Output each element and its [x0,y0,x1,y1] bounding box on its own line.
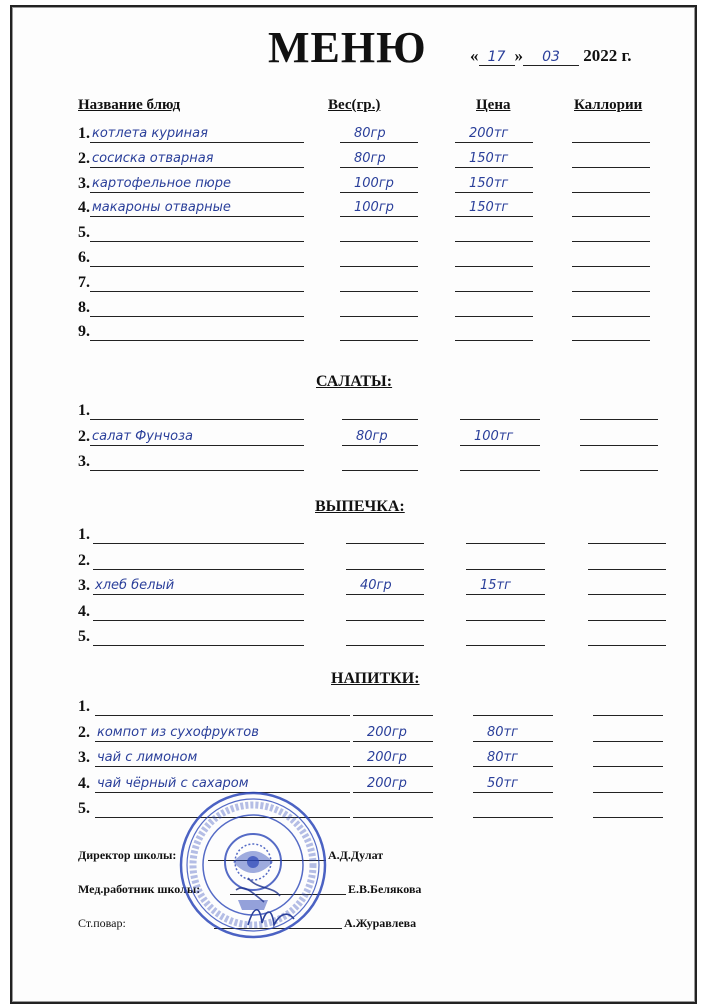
dish-name-line [93,623,304,646]
dish-name: хлеб белый [95,578,175,593]
dish-price-line [455,269,533,292]
dish-name-line [90,219,304,242]
section-title-salads: САЛАТЫ: [316,373,393,390]
dish-price-line [455,318,533,341]
dish-weight-line [346,521,424,544]
row-number: 5. [78,224,90,242]
dish-weight-line [340,219,418,242]
dish-weight: 80гр [354,150,386,166]
row-number: 1. [78,698,90,715]
dish-price-line [466,547,545,570]
table-row [78,220,678,242]
dish-calories-line [588,623,666,646]
dish-name-line [95,693,350,716]
dish-weight-line [353,693,433,716]
dish-calories-line [593,770,663,793]
dish-name: котлета куриная [92,126,208,141]
table-row [78,398,678,420]
chef-label: Ст.повар: [78,916,126,930]
dish-name-line [93,521,304,544]
dish-calories-line [588,572,666,595]
dish-calories-line [572,269,650,292]
dish-price-line [460,397,540,420]
dish-calories-line [572,219,650,242]
dish-price: 15тг [480,578,511,593]
row-number: 2. [78,723,90,741]
dish-price-line [466,521,545,544]
dish-calories-line [593,719,663,742]
chef-signature-scribble [240,895,300,935]
dish-calories-line [580,397,658,420]
dish-price: 50тг [487,775,518,791]
dish-weight-line [340,318,418,341]
dish-price-line [466,623,545,646]
table-row [78,319,678,341]
section-title-bakery: ВЫПЕЧКА: [315,498,405,515]
dish-calories-line [572,120,650,143]
dish-weight: 200гр [367,724,407,740]
row-number: 2. [78,149,90,167]
date-year: 2022 г. [583,46,632,65]
table-row [78,720,678,742]
dish-calories-line [580,448,658,471]
table-row [78,745,678,767]
dish-calories-line [588,547,666,570]
row-number: 4. [78,199,90,217]
column-header-name: Название блюд [78,97,181,113]
medic-name: Е.В.Белякова [348,882,422,896]
row-number: 7. [78,273,90,291]
dish-price: 80тг [487,724,518,740]
dish-weight: 200гр [367,775,407,791]
date-open-quote: « [470,46,479,65]
dish-weight-line [353,795,433,818]
dish-name-line [90,318,304,341]
row-number: 2. [78,427,90,445]
row-number: 8. [78,298,90,316]
dish-calories-line [588,521,666,544]
row-number: 1. [78,402,90,419]
dish-name: компот из сухофруктов [97,724,259,740]
row-number: 3. [78,577,90,594]
dish-calories-line [572,145,650,168]
dish-name: картофельное пюре [92,175,231,191]
date-day: 17 [479,49,515,66]
row-number: 3. [78,749,90,766]
dish-price: 150тг [469,150,509,166]
row-number: 9. [78,323,90,341]
dish-name: сосиска отварная [92,150,214,166]
dish-weight-line [340,294,418,317]
dish-name-line [90,244,304,267]
dish-price-line [455,244,533,267]
table-row [78,424,678,446]
dish-weight-line [340,244,418,267]
dish-weight-line [346,547,424,570]
row-number: 5. [78,800,90,817]
director-name: А.Д.Дулат [328,848,384,862]
dish-weight: 80гр [354,126,386,141]
dish-calories-line [572,244,650,267]
table-row [78,171,678,193]
dish-weight-line [340,269,418,292]
menu-date [470,46,632,66]
dish-name-line [90,397,304,420]
table-row [78,449,678,471]
dish-weight: 200гр [367,750,407,765]
dish-price: 150тг [469,175,509,191]
row-number: 3. [78,174,90,192]
dish-weight: 100гр [354,200,394,216]
director-label: Директор школы: [78,848,177,862]
dish-name: салат Фунчоза [92,428,193,444]
table-row [78,295,678,317]
dish-weight-line [346,598,424,621]
section-title-drinks: НАПИТКИ: [331,670,420,687]
table-row [78,522,678,544]
row-number: 2. [78,551,90,569]
table-row [78,796,678,818]
dish-price: 150тг [469,200,509,216]
dish-name-line [90,269,304,292]
dish-price-line [455,219,533,242]
dish-weight: 100гр [354,175,394,191]
dish-calories-line [572,318,650,341]
dish-name-line [93,547,304,570]
dish-weight-line [346,623,424,646]
dish-weight-line [342,448,418,471]
page-title: МЕНЮ [268,23,427,72]
row-number: 1. [78,125,90,142]
table-row [78,548,678,570]
table-row [78,195,678,217]
dish-price: 200тг [469,126,509,141]
row-number: 3. [78,453,90,470]
dish-calories-line [572,170,650,193]
column-header-weight: Вес(гр.) [328,97,381,113]
dish-name-line [90,448,304,471]
dish-price: 80тг [487,750,518,765]
table-row [78,573,678,595]
column-header-price: Цена [476,97,511,113]
dish-price-line [466,598,545,621]
dish-calories-line [593,744,663,767]
dish-price-line [455,294,533,317]
row-number: 4. [78,774,90,792]
dish-name-line [93,598,304,621]
dish-calories-line [572,194,650,217]
column-header-calories: Каллории [574,97,643,113]
dish-name: чай с лимоном [97,750,198,765]
dish-weight: 80гр [356,428,388,444]
date-month: 03 [523,49,579,66]
table-row [78,270,678,292]
dish-weight-line [342,397,418,420]
dish-price-line [473,693,553,716]
dish-weight: 40гр [360,578,392,593]
chef-name: А.Журавлева [344,916,417,930]
table-row [78,771,678,793]
dish-name: чай чёрный с сахаром [97,775,249,791]
table-row [78,599,678,621]
dish-price-line [460,448,540,471]
row-number: 4. [78,602,90,620]
date-close-quote: » [514,46,523,65]
dish-name: макароны отварные [92,200,231,216]
dish-calories-line [588,598,666,621]
dish-price-line [473,795,553,818]
row-number: 5. [78,628,90,645]
row-number: 6. [78,249,90,266]
medic-label: Мед.работник школы: [78,882,201,896]
table-row [78,694,678,716]
table-row [78,146,678,168]
dish-calories-line [572,294,650,317]
dish-calories-line [580,423,658,446]
table-row [78,245,678,267]
row-number: 1. [78,526,90,543]
dish-name-line [90,294,304,317]
table-row [78,624,678,646]
table-row [78,121,678,143]
dish-calories-line [593,693,663,716]
dish-calories-line [593,795,663,818]
dish-price: 100тг [474,428,514,444]
